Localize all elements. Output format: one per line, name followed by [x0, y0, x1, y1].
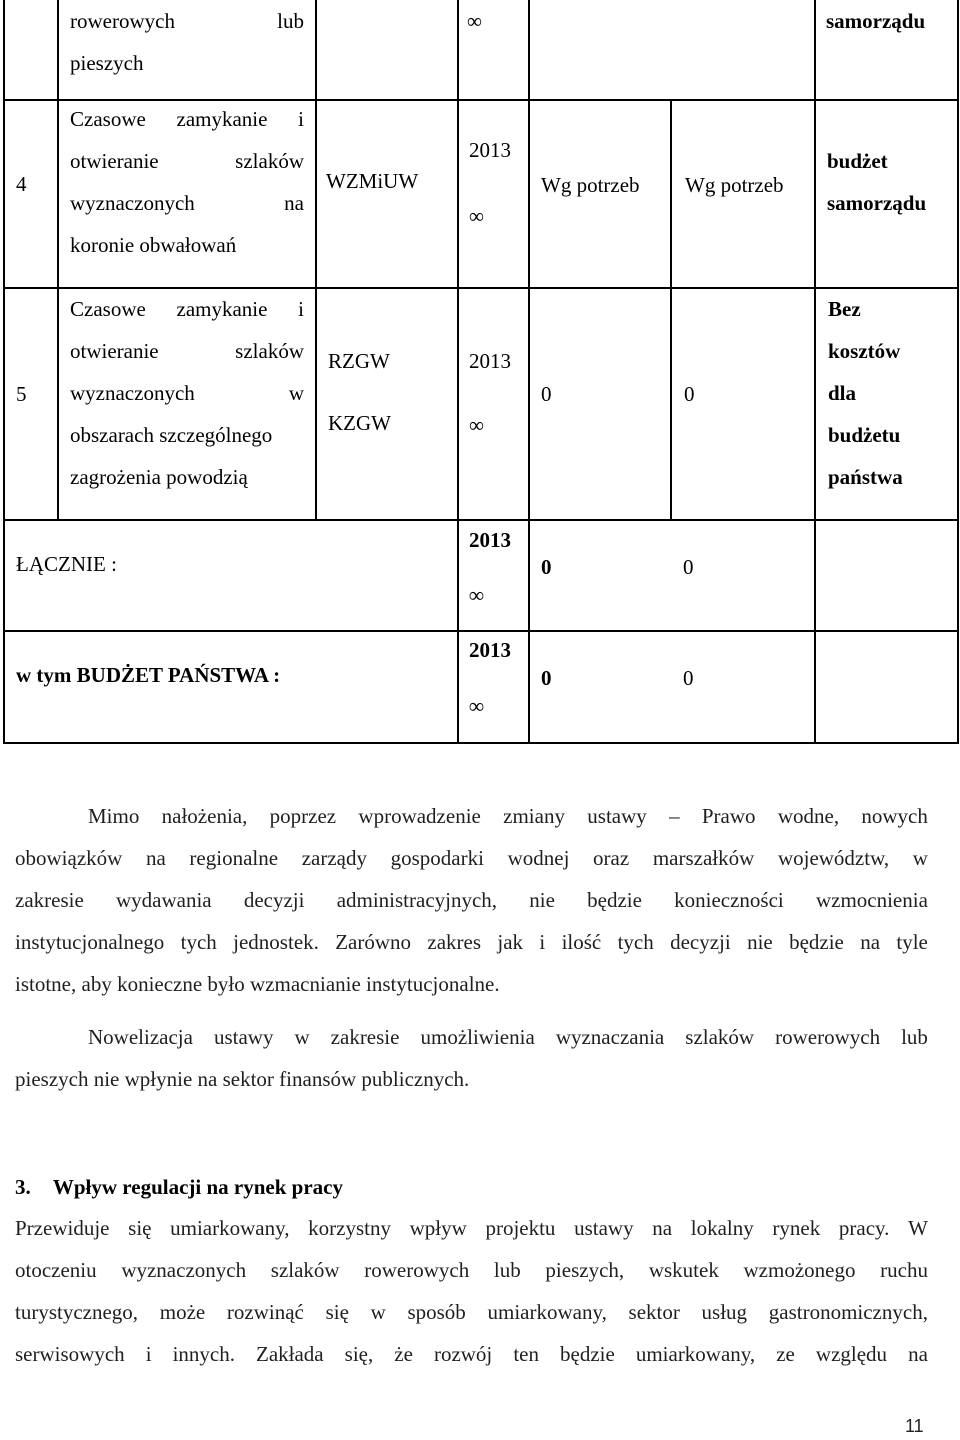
word: gospodarki — [390, 846, 484, 870]
word: lub — [901, 1025, 928, 1049]
word: wyznaczonych — [70, 381, 195, 405]
word: wzmocnienia — [815, 888, 928, 912]
row5-source — [828, 288, 903, 498]
word: ten — [513, 1342, 539, 1366]
row5-authority-line: KZGW — [328, 411, 391, 435]
word: projektu — [485, 1216, 556, 1240]
col-separator — [457, 0, 459, 744]
word: jak — [497, 930, 524, 954]
word: turystycznego, — [15, 1300, 139, 1324]
row5-source-line: państwa — [828, 465, 903, 489]
section-heading — [15, 1166, 343, 1208]
row-top-description — [70, 0, 304, 84]
desc-line — [70, 372, 304, 414]
desc-line — [70, 98, 304, 140]
row4-cost-1: Wg potrzeb — [541, 173, 640, 197]
row4-authority: WZMiUW — [326, 169, 419, 193]
word: innych. — [172, 1342, 235, 1366]
word: na — [908, 1342, 928, 1366]
word: i — [539, 930, 546, 954]
word: zagrożenia powodzią — [70, 465, 248, 489]
word: W — [908, 1216, 928, 1240]
row-top-term: ∞ — [467, 9, 482, 33]
budget-term: ∞ — [469, 694, 484, 718]
row5-description — [70, 288, 304, 498]
paragraph-1 — [15, 795, 928, 1005]
row5-source-line: dla — [828, 381, 857, 405]
word: ruchu — [880, 1258, 928, 1282]
word: szlaków — [235, 149, 304, 173]
word: Czasowe — [70, 297, 146, 321]
desc-line — [70, 288, 304, 330]
word: rowerowych — [775, 1025, 881, 1049]
word: na — [860, 930, 881, 954]
row5-term: ∞ — [469, 413, 484, 437]
word: szlaków — [270, 1258, 340, 1282]
line-text: pieszych nie wpłynie na sektor finansów publicznych. — [15, 1067, 470, 1091]
word: wodnej — [507, 846, 570, 870]
word: nałożenia, — [161, 804, 248, 828]
paragraph-line — [15, 837, 928, 879]
word: ustawy — [213, 1025, 274, 1049]
desc-line — [70, 140, 304, 182]
row4-number: 4 — [16, 172, 27, 196]
col-separator — [57, 0, 59, 521]
word: wyznaczonych — [121, 1258, 247, 1282]
desc-line — [70, 182, 304, 224]
word: umiarkowany, — [635, 1342, 756, 1366]
row4-cost-2: Wg potrzeb — [685, 173, 784, 197]
word: zakresie — [330, 1025, 400, 1049]
word: ustawy — [587, 804, 647, 828]
paragraph-line — [15, 1291, 928, 1333]
total-year: 2013 — [469, 528, 511, 552]
word: poprzez — [269, 804, 337, 828]
word: administracyjnych, — [336, 888, 498, 912]
paragraph-line — [15, 1058, 928, 1100]
word: wzmożonego — [743, 1258, 856, 1282]
row5-source-line: budżetu — [828, 423, 901, 447]
row5-cost-1: 0 — [541, 382, 552, 406]
word: serwisowych — [15, 1342, 125, 1366]
desc-line — [70, 330, 304, 372]
section-title: Wpływ regulacji na rynek pracy — [52, 1175, 343, 1199]
word: Zarówno — [335, 930, 412, 954]
word: Mimo — [88, 804, 140, 828]
paragraph-line — [15, 1207, 928, 1249]
word: pracy. — [838, 1216, 890, 1240]
col-separator — [670, 99, 672, 521]
paragraph-line — [15, 921, 928, 963]
row5-year: 2013 — [469, 349, 511, 373]
word: nie — [529, 888, 555, 912]
word: otoczeniu — [15, 1258, 97, 1282]
word: szlaków — [235, 339, 304, 363]
word: zamykanie — [176, 107, 268, 131]
word: w — [370, 1300, 386, 1324]
word: lub — [277, 9, 304, 33]
word: zamykanie — [176, 297, 268, 321]
word: ustawy — [574, 1216, 634, 1240]
word: umiarkowany, — [170, 1216, 290, 1240]
word: zmiany — [503, 804, 565, 828]
word: szlaków — [685, 1025, 755, 1049]
word: względu — [815, 1342, 888, 1366]
section-paragraph — [15, 1207, 928, 1375]
row5-number: 5 — [16, 382, 27, 406]
word: Czasowe — [70, 107, 146, 131]
row5-source-line: kosztów — [828, 339, 901, 363]
word: decyzji — [670, 930, 731, 954]
word: się — [128, 1216, 152, 1240]
row-top-source: samorządu — [826, 9, 926, 33]
word: wprowadzenie — [358, 804, 481, 828]
row4-term: ∞ — [469, 204, 484, 228]
word: lokalny — [690, 1216, 754, 1240]
word: zakres — [427, 930, 482, 954]
total-cost-2: 0 — [683, 555, 694, 579]
word: zarządy — [301, 846, 367, 870]
word: tych — [180, 930, 217, 954]
col-separator — [814, 0, 816, 744]
word: tyle — [896, 930, 928, 954]
word: nie — [747, 930, 773, 954]
row4-year: 2013 — [469, 138, 511, 162]
word: zakresie — [15, 888, 84, 912]
word: obowiązków — [15, 846, 123, 870]
word: się, — [344, 1342, 374, 1366]
desc-line — [70, 414, 304, 456]
word: pieszych, — [545, 1258, 625, 1282]
word: na — [652, 1216, 673, 1240]
desc-line — [70, 224, 304, 266]
section-number: 3. — [15, 1175, 31, 1199]
word: że — [394, 1342, 413, 1366]
budget-label: w tym BUDŻET PAŃSTWA : — [16, 663, 281, 687]
row5-cost-2: 0 — [684, 382, 695, 406]
word: na — [145, 846, 166, 870]
word: wydawania — [116, 888, 212, 912]
word: sektor — [628, 1300, 680, 1324]
row5-source-line: Bez — [828, 297, 861, 321]
word: wskutek — [648, 1258, 719, 1282]
word: rynek — [772, 1216, 821, 1240]
word: konieczności — [674, 888, 784, 912]
word: sposób — [407, 1300, 466, 1324]
word: regionalne — [189, 846, 279, 870]
word: – — [669, 804, 680, 828]
row4-source-line: samorządu — [827, 191, 927, 215]
paragraph-2 — [15, 1016, 928, 1100]
paragraph-line — [15, 963, 928, 1005]
word: w — [294, 1025, 310, 1049]
col-separator — [528, 0, 530, 744]
word: rozwój — [433, 1342, 493, 1366]
word: wyznaczania — [555, 1025, 665, 1049]
paragraph-line — [15, 795, 928, 837]
word: lub — [493, 1258, 521, 1282]
word: będzie — [789, 930, 844, 954]
word: obszarach szczególnego — [70, 423, 273, 447]
table-border-left — [3, 0, 5, 744]
desc-line — [70, 42, 304, 84]
word: rowerowych — [70, 9, 175, 33]
word: usług — [701, 1300, 748, 1324]
word: będzie — [587, 888, 642, 912]
word: rowerowych — [364, 1258, 470, 1282]
word: Przewiduje — [15, 1216, 110, 1240]
word: instytucjonalnego — [15, 930, 165, 954]
word: na — [284, 191, 304, 215]
word: ilość — [561, 930, 602, 954]
col-separator — [315, 0, 317, 521]
word: i — [298, 297, 304, 321]
budget-year: 2013 — [469, 638, 511, 662]
word: może — [159, 1300, 206, 1324]
word: korzystny — [308, 1216, 391, 1240]
word: tych — [617, 930, 654, 954]
row4-source-line: budżet — [827, 149, 888, 173]
word: i — [145, 1342, 152, 1366]
word: umożliwienia — [420, 1025, 535, 1049]
word: ze — [776, 1342, 795, 1366]
paragraph-line — [15, 1333, 928, 1375]
word: województw, — [777, 846, 890, 870]
row5-authority-line: RZGW — [328, 349, 390, 373]
word: oraz — [593, 846, 630, 870]
total-term: ∞ — [469, 583, 484, 607]
word: umiarkowany, — [487, 1300, 607, 1324]
word: i — [298, 107, 304, 131]
word: otwieranie — [70, 149, 159, 173]
line-text: istotne, aby konieczne było wzmacnianie instytucjonalne. — [15, 972, 500, 996]
word: będzie — [560, 1342, 615, 1366]
word: nowych — [861, 804, 928, 828]
total-cost-1: 0 — [541, 555, 552, 579]
desc-line — [70, 0, 304, 42]
paragraph-line — [15, 879, 928, 921]
word: Nowelizacja — [88, 1025, 193, 1049]
word: wyznaczonych — [70, 191, 195, 215]
word: wodne, — [777, 804, 840, 828]
word: Zakłada — [256, 1342, 324, 1366]
word: w — [912, 846, 928, 870]
table-border-right — [957, 0, 959, 744]
paragraph-line — [15, 1016, 928, 1058]
word: Prawo — [701, 804, 756, 828]
word: jednostek. — [233, 930, 319, 954]
word: wpływ — [409, 1216, 467, 1240]
page-number: 11 — [905, 1416, 924, 1436]
total-label: ŁĄCZNIE : — [16, 552, 117, 576]
desc-line — [70, 456, 304, 498]
word: marszałków — [652, 846, 755, 870]
word: otwieranie — [70, 339, 159, 363]
budget-cost-1: 0 — [541, 666, 552, 690]
word: rozwinąć — [226, 1300, 304, 1324]
row4-description — [70, 98, 304, 266]
word: decyzji — [243, 888, 305, 912]
word: w — [288, 381, 304, 405]
paragraph-line — [15, 1249, 928, 1291]
word: się — [325, 1300, 349, 1324]
word: pieszych — [70, 51, 144, 75]
word: koronie obwałowań — [70, 233, 237, 257]
budget-cost-2: 0 — [683, 666, 694, 690]
word: gastronomicznych, — [768, 1300, 928, 1324]
